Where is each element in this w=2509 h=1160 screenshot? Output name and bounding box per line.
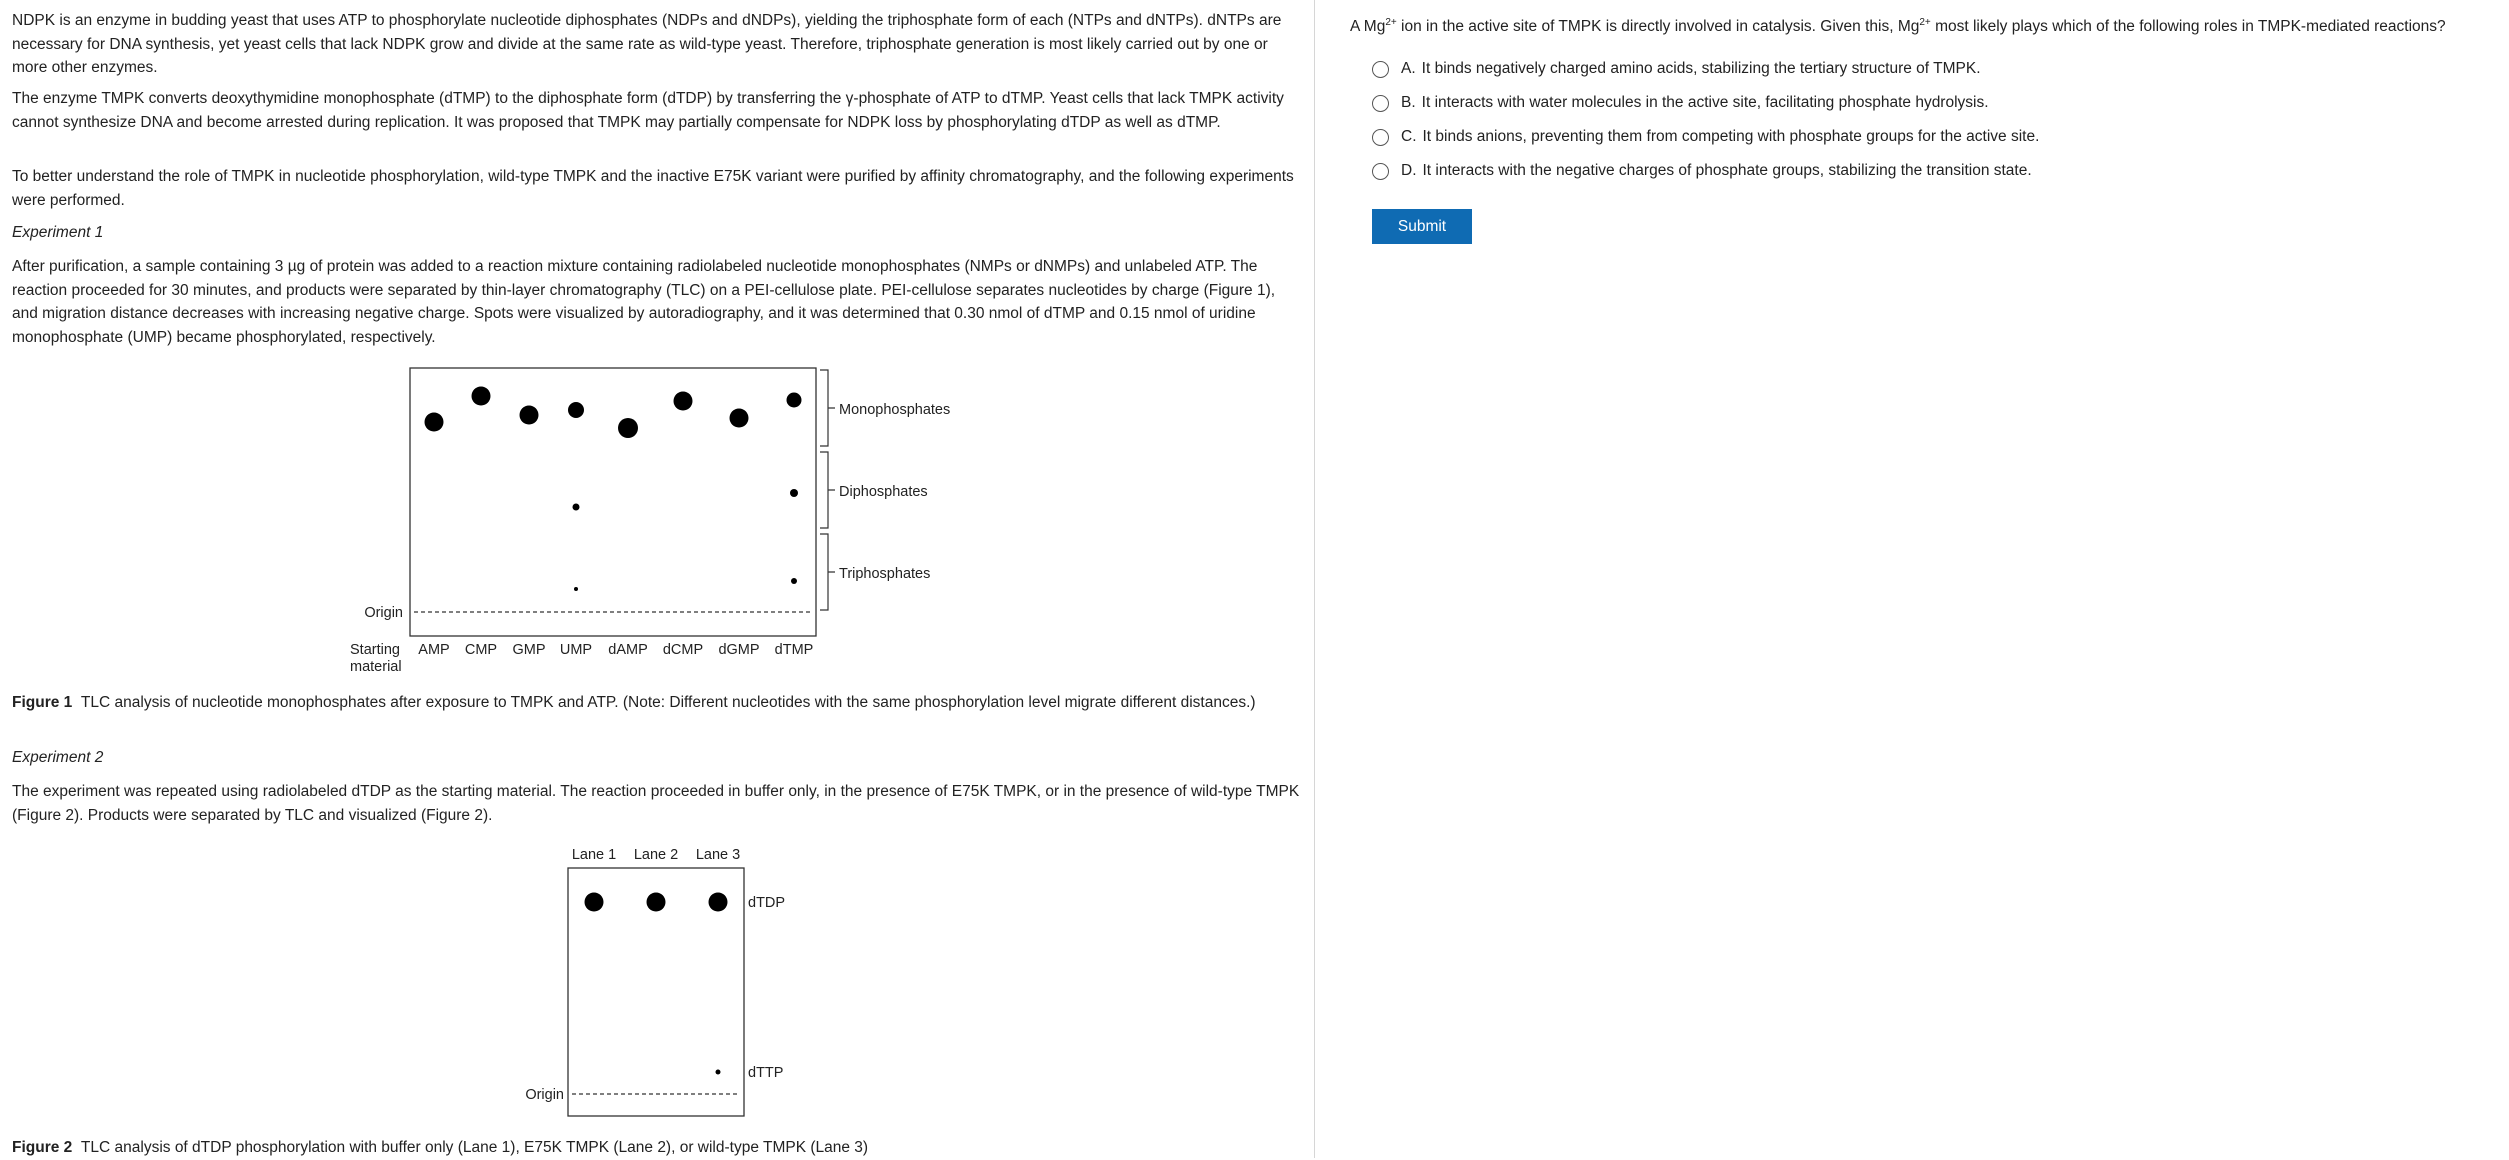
radio-c[interactable] [1372, 129, 1389, 146]
spot-gmp-mono [520, 406, 539, 425]
lane-label: CMP [464, 642, 498, 658]
lane-label: dTMP [774, 642, 814, 658]
option-letter: A. [1401, 60, 1416, 77]
option-text: It binds negatively charged amino acids, stabilizing the tertiary structure of TMPK. [1421, 60, 1981, 77]
figure-2-caption-text: TLC analysis of dTDP phosphorylation with buffer only (Lane 1), E75K TMPK (Lane 2), or wild-type TMPK (Lane 3) [80, 1139, 869, 1156]
option-text: It interacts with water molecules in the active site, facilitating phosphate hydrolysis. [1421, 94, 1989, 111]
question-stem-part: ion in the active site of TMPK is directly involved in catalysis. Given this, Mg [1396, 18, 1920, 36]
passage-paragraph-3: To better understand the role of TMPK in nucleotide phosphorylation, wild-type TMPK and the inactive E75K variant were purified by affinity chromatography, and the following experiments were performed. [12, 168, 1294, 209]
superscript-charge: 2+ [1919, 17, 1931, 28]
tlc-plate-1 [410, 368, 816, 636]
passage-paragraph-1: NDPK is an enzyme in budding yeast that uses ATP to phosphorylate nucleotide diphosphates (NDPs and dNDPs), yielding the triphosphate form of each (NTPs and dNTPs). dNTPs are necessary for DNA synthesis, yet yeast cells that lack NDPK grow and divide at the same rate as wild-type yeast. Therefore, triphosphate generation is most likely carried out by one or more other enzymes. [12, 12, 1282, 76]
lane-label: UMP [559, 642, 593, 658]
figure-2-caption [12, 1136, 1302, 1160]
figure-1-caption-label: Figure 1 [12, 694, 73, 711]
spot-ump-di [573, 504, 580, 511]
spot-amp-mono [425, 413, 444, 432]
spot-cmp-mono [472, 387, 491, 406]
lane-label: dGMP [718, 642, 760, 658]
option-letter: B. [1401, 94, 1416, 111]
spot-lane1-dtdp [585, 893, 604, 912]
bracket-tri [820, 534, 835, 610]
question-stem [1350, 13, 2446, 37]
spot-ump-mono [568, 402, 584, 418]
answer-option-d[interactable] [1372, 158, 2032, 184]
group-label-mono: Monophosphates [839, 402, 951, 418]
question-stem-part: most likely plays which of the following roles in TMPK-mediated reactions? [1930, 18, 2446, 36]
option-text: It binds anions, preventing them from competing with phosphate groups for the active site. [1422, 128, 2040, 145]
figure-1-caption [12, 691, 1302, 715]
lane-label: GMP [512, 642, 546, 658]
spot-dcmp-mono [674, 392, 693, 411]
lane-label: Lane 3 [695, 847, 741, 863]
spot-dtmp-tri [791, 578, 797, 584]
origin-label-2: Origin [525, 1087, 564, 1103]
group-label-di: Diphosphates [839, 484, 928, 500]
experiment-2-heading: Experiment 2 [12, 749, 104, 766]
submit-button[interactable]: Submit [1372, 209, 1472, 244]
spot-damp-mono [618, 418, 638, 438]
radio-b[interactable] [1372, 95, 1389, 112]
spot-dgmp-mono [730, 409, 749, 428]
spot-label-dtdp: dTDP [748, 895, 786, 911]
answer-option-a[interactable] [1372, 56, 1981, 82]
option-text: It interacts with the negative charges of phosphate groups, stabilizing the transition state. [1422, 162, 2032, 179]
bracket-mono [820, 370, 835, 446]
spot-dtmp-mono [787, 393, 802, 408]
question-pane [1316, 0, 2509, 1158]
radio-d[interactable] [1372, 163, 1389, 180]
starting-material-label-2: material [350, 659, 402, 675]
passage-paragraph-5: The experiment was repeated using radiolabeled dTDP as the starting material. The reaction proceeded in buffer only, in the presence of E75K TMPK, or in the presence of wild-type TMPK (Figure 2). Products were separated by TLC and visualized (Figure 2). [12, 783, 1300, 824]
option-letter: C. [1401, 128, 1417, 145]
spot-dtmp-di [790, 489, 798, 497]
answer-option-c[interactable] [1372, 124, 2039, 150]
experiment-1-heading: Experiment 1 [12, 224, 104, 241]
spot-label-dttp: dTTP [748, 1065, 784, 1081]
lane-label: Lane 1 [571, 847, 617, 863]
figure-2-caption-label: Figure 2 [12, 1139, 73, 1156]
spot-lane3-dtdp [709, 893, 728, 912]
spot-ump-tri [574, 587, 578, 591]
question-stem-part: A Mg [1350, 18, 1386, 36]
origin-label-1: Origin [364, 605, 403, 621]
lane-label: dCMP [662, 642, 704, 658]
lane-label: Lane 2 [633, 847, 679, 863]
superscript-charge: 2+ [1385, 17, 1397, 28]
lane-label: AMP [418, 642, 450, 658]
radio-a[interactable] [1372, 61, 1389, 78]
option-letter: D. [1401, 162, 1417, 179]
figure-1-caption-text: TLC analysis of nucleotide monophosphates after exposure to TMPK and ATP. (Note: Different nucleotides with the same phosphorylation level migrate different distances.) [80, 694, 1256, 711]
spot-lane2-dtdp [647, 893, 666, 912]
group-label-tri: Triphosphates [839, 566, 931, 582]
passage-paragraph-2: The enzyme TMPK converts deoxythymidine monophosphate (dTMP) to the diphosphate form (dTDP) by transferring the γ-phosphate of ATP to dTMP. Yeast cells that lack TMPK activity cannot synthesize DNA and become arrested during replication. It was proposed that TMPK may partially compensate for NDPK loss by phosphorylating dTDP as well as dTMP. [12, 90, 1284, 131]
spot-lane3-dttp [716, 1070, 721, 1075]
bracket-di [820, 452, 835, 528]
figure-2 [510, 838, 810, 1118]
starting-material-label: Starting [350, 642, 400, 658]
figure-1 [340, 362, 980, 682]
passage-paragraph-4: After purification, a sample containing 3 µg of protein was added to a reaction mixture containing radiolabeled nucleotide monophosphates (NMPs or dNMPs) and unlabeled ATP. The reaction proceeded for 30 minutes, and products were separated by thin-layer chromatography (TLC) on a PEI-cellulose plate. PEI-cellulose separates nucleotides by charge (Figure 1), and migration distance decreases with increasing negative charge. Spots were visualized by autoradiography, and it was determined that 0.30 nmol of dTMP and 0.15 nmol of uridine monophosphate (UMP) became phosphorylated, respectively. [12, 258, 1276, 346]
lane-label: dAMP [608, 642, 648, 658]
answer-option-b[interactable] [1372, 90, 1989, 116]
